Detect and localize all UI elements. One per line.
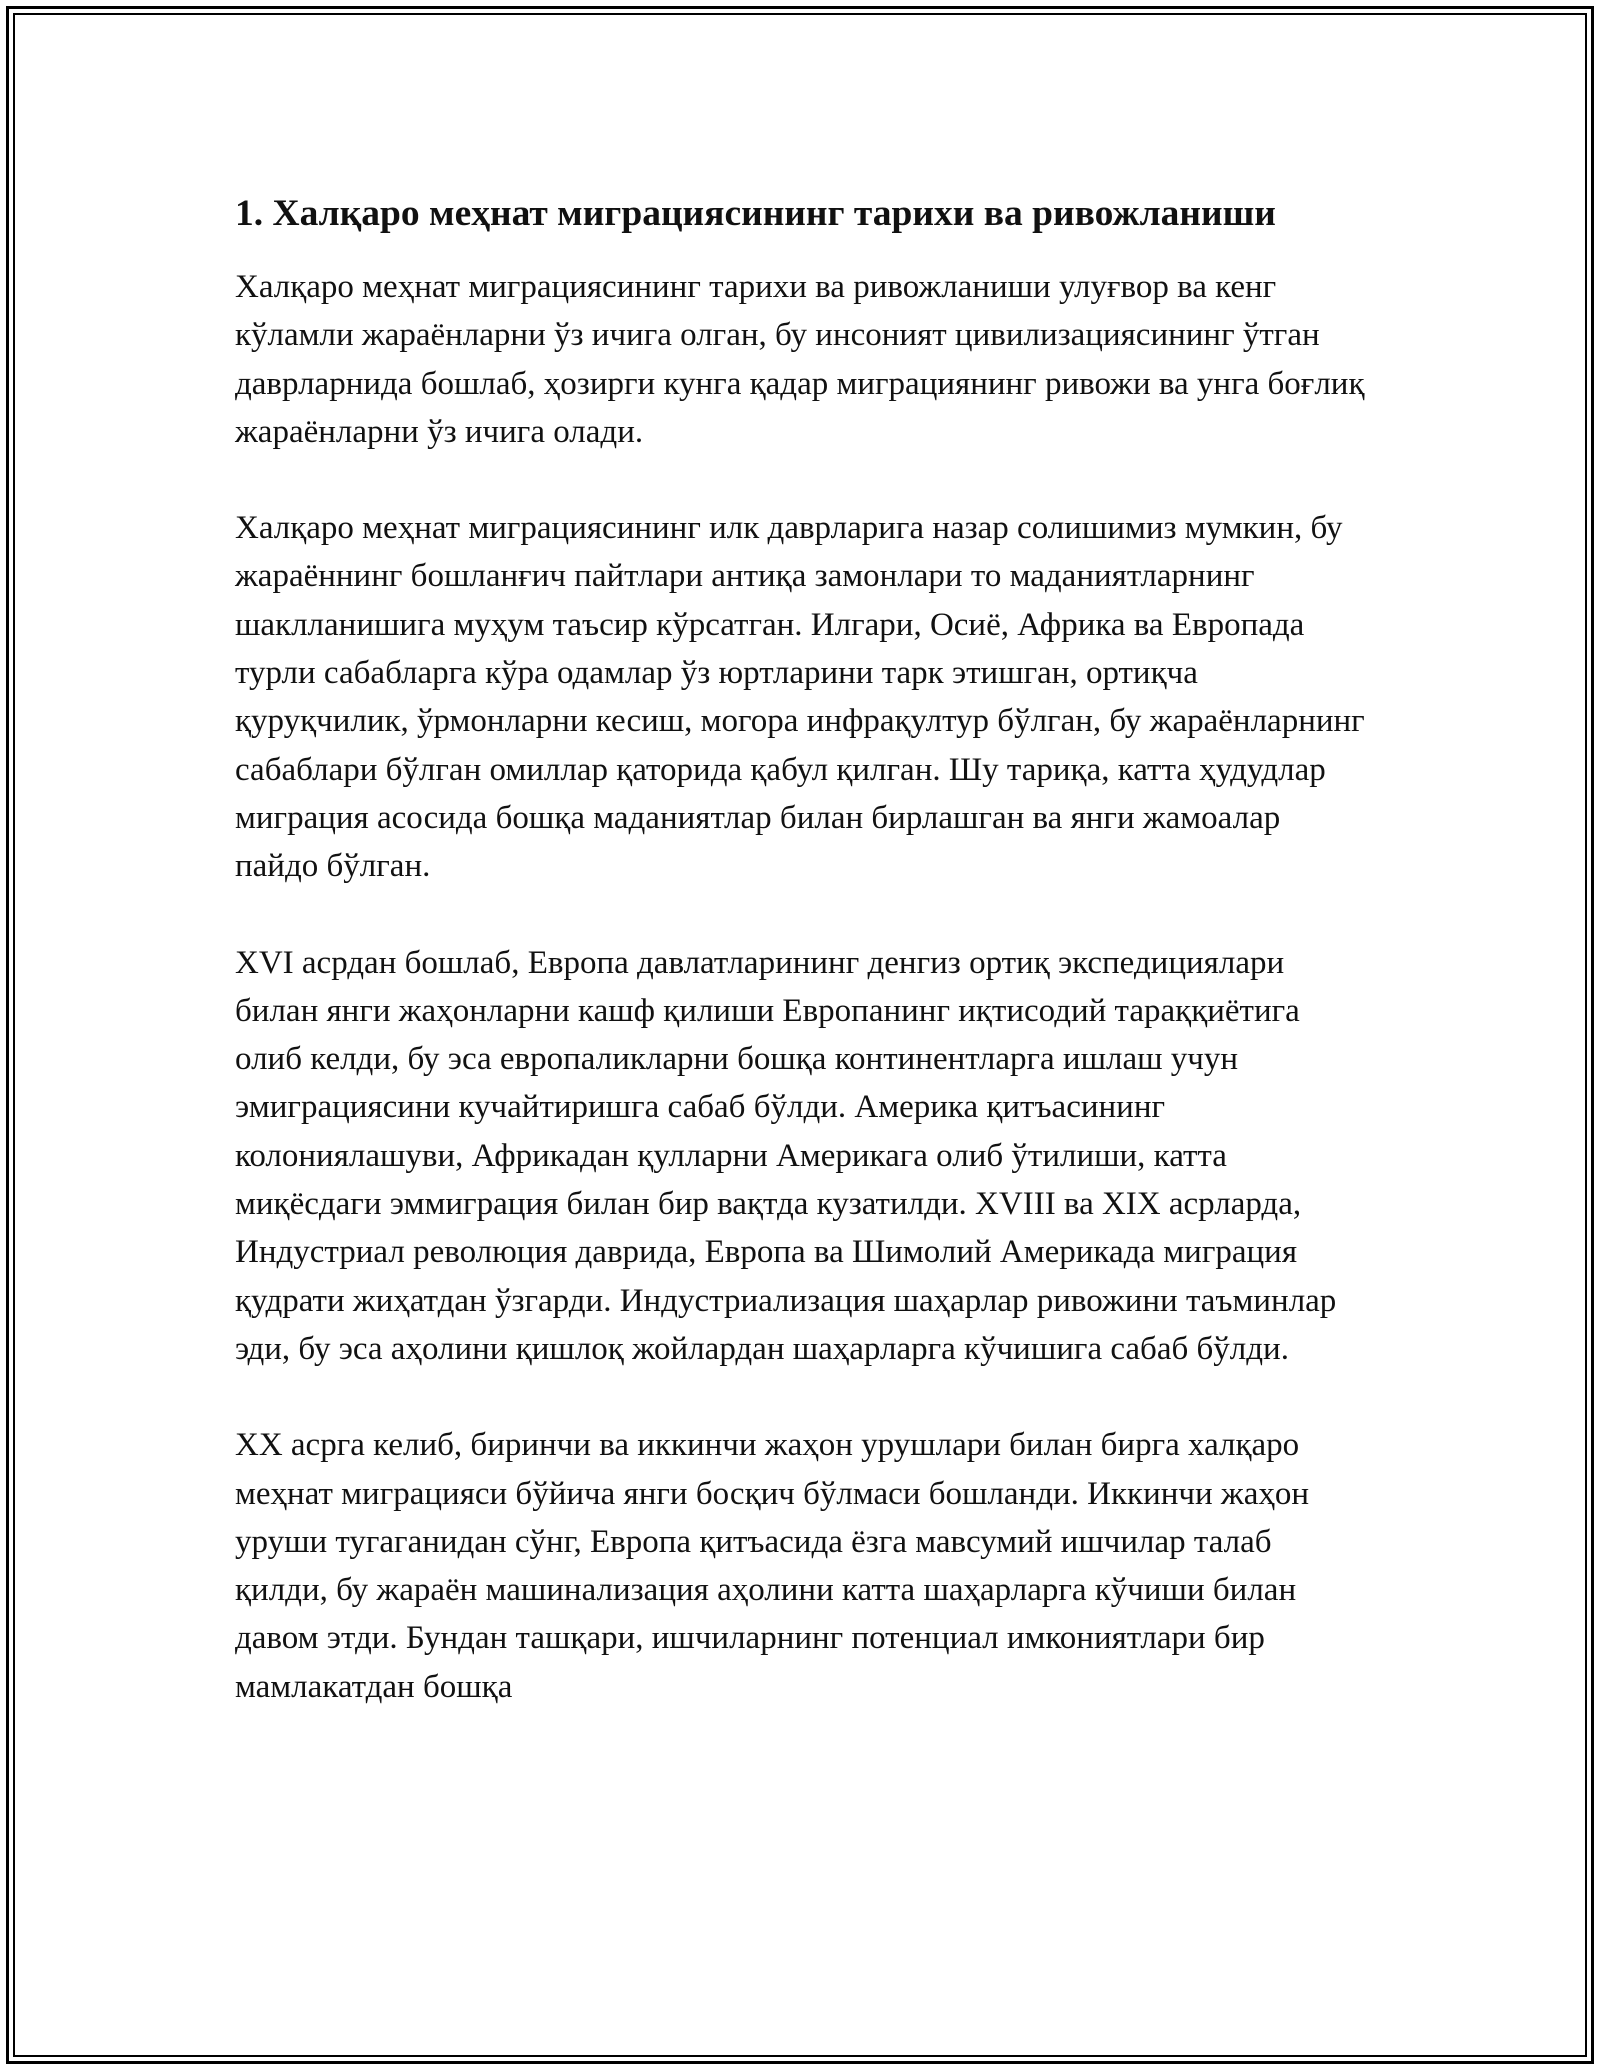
document-body xyxy=(235,187,1370,1759)
section-title: 1. Халқаро меҳнат миграциясининг тарихи ва ривожланиши xyxy=(235,193,1276,234)
paragraph-3: XVI асрдан бошлаб, Европа давлатларининг денгиз ортиқ экспедициялари билан янги жаҳонларни кашф қилиши Европанинг иқтисодий тараққиётига олиб келди, бу эса европаликларни бошқа континентларга ишлаш учун эмиграциясини кучайтиришга сабаб бўлди. Америка қитъасининг колониялашуви, Африкадан қулларни Америкага олиб ўтилиши, катта миқёсдаги эммиграция билан бир вақтда кузатилди. XVIII ва XIX асрларда, Индустриал революция даврида, Европа ва Шимолий Америкада миграция қудрати жиҳатдан ўзгарди. Индустриализация шаҳарлар ривожини таъминлар эди, бу эса аҳолини қишлоқ жойлардан шаҳарларга кўчишига сабаб бўлди. xyxy=(235,944,1337,1367)
paragraph-4: XX асрга келиб, биринчи ва иккинчи жаҳон урушлари билан бирга халқаро меҳнат миграцияси бўйича янги босқич бўлмаси бошланди. Иккинчи жаҳон уруши тугаганидан сўнг, Европа қитъасида ёзга мавсумий ишчилар талаб қилди, бу жараён машинализация аҳолини катта шаҳарларга кўчиши билан давом этди. Бундан ташқари, ишчиларнинг потенциал имкониятлари бир мамлакатдан бошқа xyxy=(235,1427,1309,1705)
paragraph-1: Халқаро меҳнат миграциясининг тарихи ва ривожланиши улуғвор ва кенг кўламли жараёнларни ўз ичига олган, бу инсоният цивилизациясининг ўтган даврларнида бошлаб, ҳозирги кунга қадар миграциянинг ривожи ва унга боғлиқ жараёнларни ўз ичига олади. xyxy=(235,269,1365,450)
paragraph-2: Халқаро меҳнат миграциясининг илк даврларига назар солишимиз мумкин, бу жараённинг бошланғич пайтлари антиқа замонлари то маданиятларнинг шаклланишига муҳум таъсир кўрсатган. Илгари, Осиё, Африка ва Европада турли сабабларга кўра одамлар ўз юртларини тарк этишган, ортиқча қуруқчилик, ўрмонларни кесиш, могора инфрақултур бўлган, бу жараёнларнинг сабаблари бўлган омиллар қаторида қабул қилган. Шу тариқа, катта ҳудудлар миграция асосида бошқа маданиятлар билан бирлашган ва янги жамоалар пайдо бўлган. xyxy=(235,510,1365,885)
